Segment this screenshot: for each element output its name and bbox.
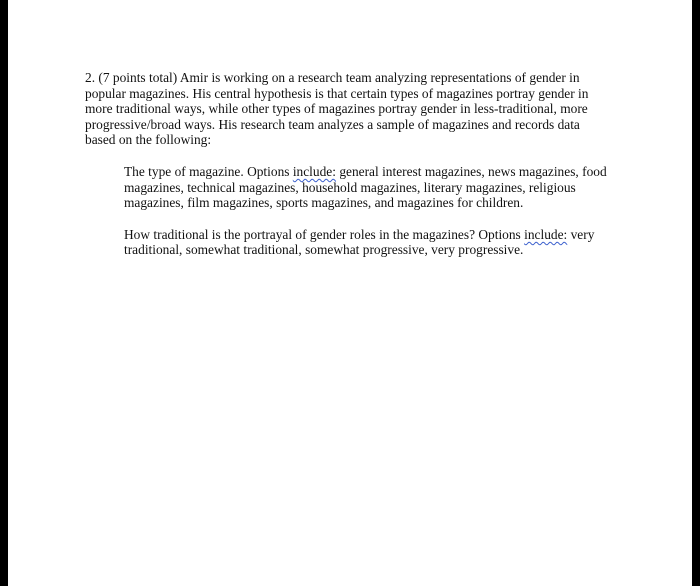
window-edge-right xyxy=(692,0,700,586)
question-paragraph: 2. (7 points total) Amir is working on a research team analyzing representations of gender in popular magazines. His central hypothesis is that certain types of magazines portray gender in more traditional ways, while other types of magazines portray gender in less-traditional, more progressive/broad ways. His research team analyzes a sample of magazines and records data based on the following: xyxy=(85,70,589,148)
grammar-flagged-word[interactable]: include: xyxy=(524,226,568,242)
grammar-flagged-word[interactable]: include: xyxy=(292,163,336,179)
page-content xyxy=(85,70,605,274)
window-edge-left xyxy=(0,0,8,586)
item-text-after: very traditional, somewhat traditional, somewhat progressive, very progressive. xyxy=(124,226,595,258)
item-text-after: general interest magazines, news magazines, food magazines, technical magazines, household magazines, literary magazines, religious magazines, film magazines, sports magazines, and magazines for children. xyxy=(124,163,607,211)
item-text-before: The type of magazine. Options xyxy=(124,163,293,179)
item-text-before: How traditional is the portrayal of gender roles in the magazines? Options xyxy=(124,226,525,242)
variable-item-magazine-type xyxy=(124,164,609,211)
variable-item-gender-portrayal xyxy=(124,227,609,258)
variable-list xyxy=(124,164,609,258)
document-page xyxy=(8,0,692,586)
